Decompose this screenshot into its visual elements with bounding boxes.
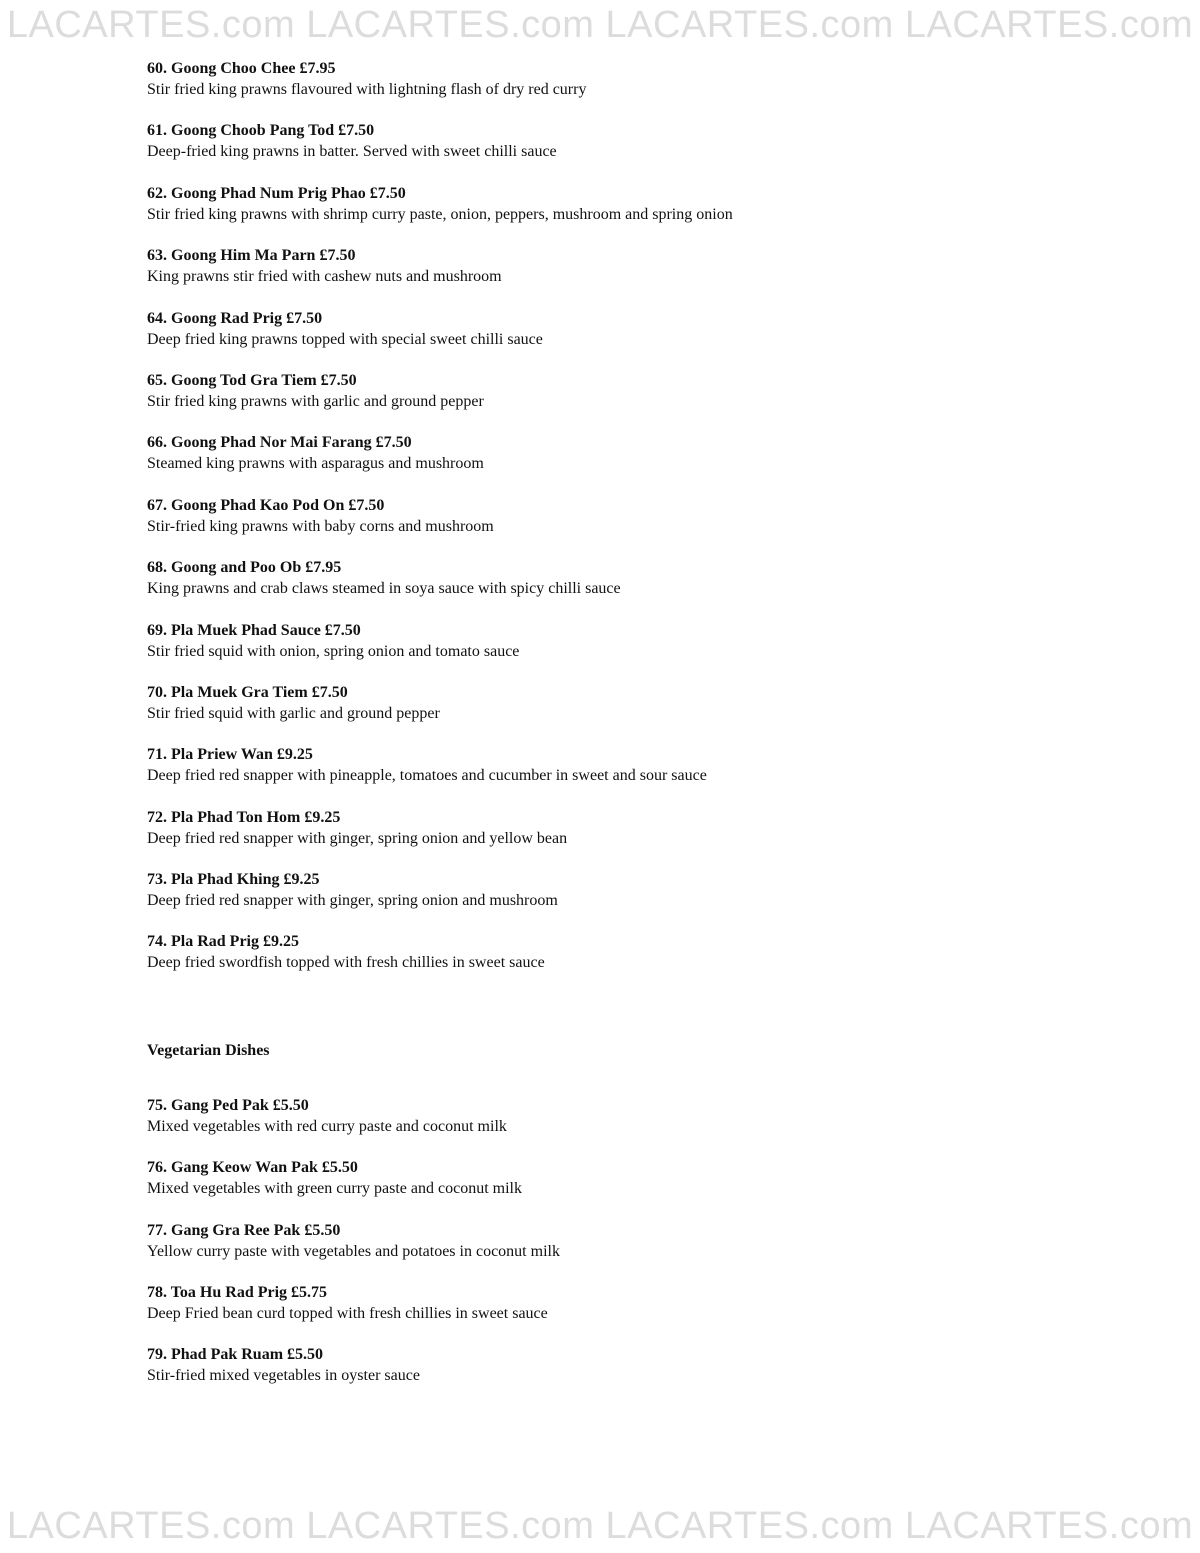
menu-item — [147, 1282, 1147, 1344]
menu-item-title: 75. Gang Ped Pak £5.50 — [147, 1096, 309, 1114]
menu-item-title: 61. Goong Choob Pang Tod £7.50 — [147, 122, 375, 140]
menu-item — [147, 1157, 1147, 1219]
menu-item — [147, 620, 1147, 682]
menu-item-title: 62. Goong Phad Num Prig Phao £7.50 — [147, 184, 406, 202]
menu-item-title: 79. Phad Pak Ruam £5.50 — [147, 1346, 324, 1364]
menu-item-title: 68. Goong and Poo Ob £7.95 — [147, 559, 342, 577]
menu-item-description: Stir-fried king prawns with baby corns and mushroom — [147, 517, 494, 535]
watermark-top: LACARTES.com LACARTES.com LACARTES.com LACARTES.com — [6, 4, 1194, 46]
menu-item-description: Steamed king prawns with asparagus and mushroom — [147, 455, 484, 473]
menu-item-title: 72. Pla Phad Ton Hom £9.25 — [147, 808, 341, 826]
menu-item-description: Deep fried king prawns topped with special sweet chilli sauce — [147, 330, 543, 348]
menu-item — [147, 557, 1147, 619]
menu-item — [147, 495, 1147, 557]
menu-section-seafood — [147, 58, 1147, 994]
menu-item-description: Stir-fried mixed vegetables in oyster sauce — [147, 1367, 420, 1385]
menu-item-title: 77. Gang Gra Ree Pak £5.50 — [147, 1221, 341, 1239]
menu-item-description: Deep fried red snapper with ginger, spring onion and yellow bean — [147, 829, 568, 847]
menu-item-title: 67. Goong Phad Kao Pod On £7.50 — [147, 496, 385, 514]
menu-item-title: 76. Gang Keow Wan Pak £5.50 — [147, 1159, 358, 1177]
menu-item — [147, 931, 1147, 993]
menu-item-description: Stir fried king prawns with garlic and ground pepper — [147, 392, 484, 410]
menu-item — [147, 308, 1147, 370]
menu-item — [147, 183, 1147, 245]
menu-item-title: 65. Goong Tod Gra Tiem £7.50 — [147, 371, 357, 389]
menu-item — [147, 370, 1147, 432]
menu-item — [147, 120, 1147, 182]
menu-item-description: Stir fried king prawns with shrimp curry paste, onion, peppers, mushroom and spring onion — [147, 205, 733, 223]
menu-item-title: 60. Goong Choo Chee £7.95 — [147, 60, 336, 77]
menu-item-description: Mixed vegetables with green curry paste and coconut milk — [147, 1180, 522, 1198]
section-heading-vegetarian: Vegetarian Dishes — [147, 1041, 270, 1059]
menu-item-description: Yellow curry paste with vegetables and potatoes in coconut milk — [147, 1242, 560, 1260]
menu-item — [147, 682, 1147, 744]
menu-item-title: 64. Goong Rad Prig £7.50 — [147, 309, 323, 327]
menu-item-title: 73. Pla Phad Khing £9.25 — [147, 871, 320, 889]
menu-item — [147, 58, 1147, 120]
menu-item-title: 74. Pla Rad Prig £9.25 — [147, 933, 299, 951]
watermark-bottom: LACARTES.com LACARTES.com LACARTES.com LACARTES.com — [6, 1505, 1194, 1547]
menu-item-title: 71. Pla Priew Wan £9.25 — [147, 746, 313, 764]
menu-item-description: Stir fried squid with onion, spring onion and tomato sauce — [147, 642, 520, 660]
menu-item — [147, 245, 1147, 307]
menu-item-title: 70. Pla Muek Gra Tiem £7.50 — [147, 683, 348, 701]
menu-item — [147, 1344, 1147, 1406]
menu-item-title: 78. Toa Hu Rad Prig £5.75 — [147, 1284, 328, 1302]
menu-item — [147, 869, 1147, 931]
menu-item-description: King prawns stir fried with cashew nuts and mushroom — [147, 268, 502, 286]
menu-item-description: Mixed vegetables with red curry paste and coconut milk — [147, 1117, 507, 1135]
menu-item — [147, 807, 1147, 869]
menu-item-description: Deep-fried king prawns in batter. Served with sweet chilli sauce — [147, 143, 557, 161]
menu-item-description: Deep fried red snapper with ginger, spring onion and mushroom — [147, 892, 558, 910]
menu-item-title: 63. Goong Him Ma Parn £7.50 — [147, 247, 356, 265]
menu-item-description: King prawns and crab claws steamed in soya sauce with spicy chilli sauce — [147, 580, 621, 598]
menu-item-description: Stir fried king prawns flavoured with lightning flash of dry red curry — [147, 81, 587, 98]
menu-section-vegetarian — [147, 1095, 1147, 1407]
menu-item-description: Deep Fried bean curd topped with fresh chillies in sweet sauce — [147, 1305, 548, 1323]
menu-item-description: Deep fried red snapper with pineapple, tomatoes and cucumber in sweet and sour sauce — [147, 767, 707, 785]
menu-item — [147, 1095, 1147, 1157]
menu-item-title: 66. Goong Phad Nor Mai Farang £7.50 — [147, 434, 412, 452]
menu-item-title: 69. Pla Muek Phad Sauce £7.50 — [147, 621, 361, 639]
menu-content — [147, 58, 1147, 1407]
menu-item-description: Stir fried squid with garlic and ground pepper — [147, 704, 440, 722]
menu-item — [147, 744, 1147, 806]
menu-item — [147, 1220, 1147, 1282]
menu-item-description: Deep fried swordfish topped with fresh chillies in sweet sauce — [147, 954, 545, 972]
menu-item — [147, 432, 1147, 494]
